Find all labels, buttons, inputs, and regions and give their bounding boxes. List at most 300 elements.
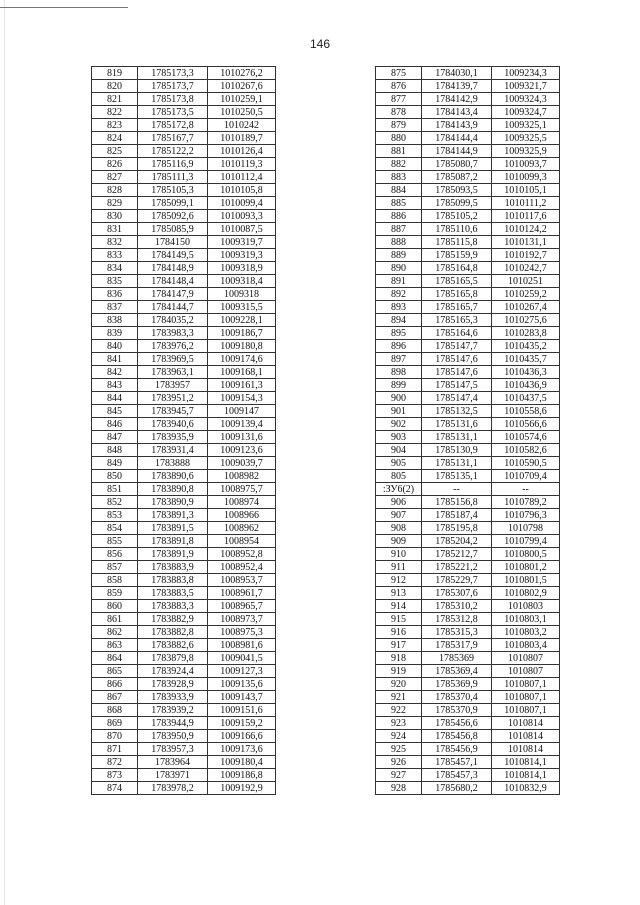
x-coordinate-cell: 1785173,8 — [138, 93, 208, 106]
y-coordinate-cell: 1009151,6 — [208, 704, 276, 717]
table-row — [376, 717, 560, 730]
x-coordinate-cell: 1785172,8 — [138, 119, 208, 132]
y-coordinate-cell: 1010807,1 — [492, 678, 560, 691]
point-number-cell: 888 — [376, 236, 422, 249]
table-row — [376, 314, 560, 327]
table-row — [92, 431, 276, 444]
x-coordinate-cell: 1785135,1 — [422, 470, 492, 483]
x-coordinate-cell: 1785315,3 — [422, 626, 492, 639]
y-coordinate-cell: 1010189,7 — [208, 132, 276, 145]
point-number-cell: 920 — [376, 678, 422, 691]
table-row — [92, 405, 276, 418]
table-row — [376, 93, 560, 106]
y-coordinate-cell: 1008965,7 — [208, 600, 276, 613]
y-coordinate-cell: 1008952,8 — [208, 548, 276, 561]
y-coordinate-cell: 1010099,3 — [492, 171, 560, 184]
table-row — [376, 574, 560, 587]
table-row — [376, 730, 560, 743]
x-coordinate-cell: 1784139,7 — [422, 80, 492, 93]
y-coordinate-cell: 1010832,9 — [492, 782, 560, 795]
x-coordinate-cell: 1784030,1 — [422, 67, 492, 80]
point-number-cell: 868 — [92, 704, 138, 717]
table-row — [92, 613, 276, 626]
x-coordinate-cell: 1785085,9 — [138, 223, 208, 236]
point-number-cell: 821 — [92, 93, 138, 106]
x-coordinate-cell: 1785167,7 — [138, 132, 208, 145]
table-row — [92, 184, 276, 197]
y-coordinate-cell: 1009319,7 — [208, 236, 276, 249]
y-coordinate-cell: 1010800,5 — [492, 548, 560, 561]
point-number-cell: 836 — [92, 288, 138, 301]
table-row — [376, 366, 560, 379]
y-coordinate-cell: 1009318,4 — [208, 275, 276, 288]
table-row — [92, 600, 276, 613]
y-coordinate-cell: 1008961,7 — [208, 587, 276, 600]
point-number-cell: 825 — [92, 145, 138, 158]
y-coordinate-cell: 1010112,4 — [208, 171, 276, 184]
table-row — [376, 613, 560, 626]
table-row — [376, 197, 560, 210]
y-coordinate-cell: 1009041,5 — [208, 652, 276, 665]
y-coordinate-cell: 1010574,6 — [492, 431, 560, 444]
table-row — [376, 418, 560, 431]
point-number-cell: 917 — [376, 639, 422, 652]
x-coordinate-cell: 1783891,8 — [138, 535, 208, 548]
x-coordinate-cell: 1785087,2 — [422, 171, 492, 184]
x-coordinate-cell: 1785173,3 — [138, 67, 208, 80]
table-row — [376, 509, 560, 522]
table-row — [376, 145, 560, 158]
y-coordinate-cell: 1009180,4 — [208, 756, 276, 769]
point-number-cell: 861 — [92, 613, 138, 626]
x-coordinate-cell: 1784150 — [138, 236, 208, 249]
x-coordinate-cell: 1784035,2 — [138, 314, 208, 327]
table-row — [376, 262, 560, 275]
table-row — [92, 665, 276, 678]
point-number-cell: 871 — [92, 743, 138, 756]
table-row — [92, 782, 276, 795]
table-row — [92, 67, 276, 80]
table-row — [92, 444, 276, 457]
table-row — [376, 353, 560, 366]
point-number-cell: 905 — [376, 457, 422, 470]
x-coordinate-cell: 1784148,4 — [138, 275, 208, 288]
point-number-cell: 851 — [92, 483, 138, 496]
table-row — [92, 262, 276, 275]
x-coordinate-cell: 1784144,7 — [138, 301, 208, 314]
table-row — [92, 691, 276, 704]
x-coordinate-cell: 1785132,5 — [422, 405, 492, 418]
y-coordinate-cell: 1010251 — [492, 275, 560, 288]
x-coordinate-cell: 1783957 — [138, 379, 208, 392]
y-coordinate-cell: 1008982 — [208, 470, 276, 483]
point-number-cell: 916 — [376, 626, 422, 639]
y-coordinate-cell: 1009234,3 — [492, 67, 560, 80]
x-coordinate-cell: 1784147,9 — [138, 288, 208, 301]
x-coordinate-cell: 1785080,7 — [422, 158, 492, 171]
x-coordinate-cell: 1785370,4 — [422, 691, 492, 704]
table-row — [92, 548, 276, 561]
point-number-cell: 897 — [376, 353, 422, 366]
table-row — [376, 132, 560, 145]
y-coordinate-cell: 1010250,5 — [208, 106, 276, 119]
y-coordinate-cell: 1010803,1 — [492, 613, 560, 626]
point-number-cell: 840 — [92, 340, 138, 353]
table-row — [376, 444, 560, 457]
x-coordinate-cell: 1783882,6 — [138, 639, 208, 652]
y-coordinate-cell: 1010093,7 — [492, 158, 560, 171]
y-coordinate-cell: 1010801,2 — [492, 561, 560, 574]
point-number-cell: 864 — [92, 652, 138, 665]
x-coordinate-cell: 1783891,5 — [138, 522, 208, 535]
point-number-cell: 875 — [376, 67, 422, 80]
point-number-cell: 820 — [92, 80, 138, 93]
y-coordinate-cell: 1008973,7 — [208, 613, 276, 626]
x-coordinate-cell: 1785165,3 — [422, 314, 492, 327]
y-coordinate-cell: 1010436,9 — [492, 379, 560, 392]
point-number-cell: 855 — [92, 535, 138, 548]
point-number-cell: 899 — [376, 379, 422, 392]
x-coordinate-cell: 1785131,6 — [422, 418, 492, 431]
x-coordinate-cell: 1783944,9 — [138, 717, 208, 730]
x-coordinate-cell: 1785147,7 — [422, 340, 492, 353]
y-coordinate-cell: 1010802,9 — [492, 587, 560, 600]
coordinates-table-body — [376, 67, 560, 795]
point-number-cell: 848 — [92, 444, 138, 457]
table-row — [92, 392, 276, 405]
point-number-cell: 879 — [376, 119, 422, 132]
x-coordinate-cell: 1785092,6 — [138, 210, 208, 223]
y-coordinate-cell: 1008974 — [208, 496, 276, 509]
point-number-cell: 865 — [92, 665, 138, 678]
point-number-cell: 853 — [92, 509, 138, 522]
y-coordinate-cell: 1010436,3 — [492, 366, 560, 379]
x-coordinate-cell: 1785130,9 — [422, 444, 492, 457]
x-coordinate-cell: 1785099,1 — [138, 197, 208, 210]
x-coordinate-cell: 1785105,3 — [138, 184, 208, 197]
point-number-cell: 885 — [376, 197, 422, 210]
y-coordinate-cell: 1008962 — [208, 522, 276, 535]
x-coordinate-cell: 1785370,9 — [422, 704, 492, 717]
y-coordinate-cell: 1009127,3 — [208, 665, 276, 678]
y-coordinate-cell: 1010709,4 — [492, 470, 560, 483]
point-number-cell: 856 — [92, 548, 138, 561]
table-row — [92, 249, 276, 262]
x-coordinate-cell: 1783978,2 — [138, 782, 208, 795]
table-row — [92, 756, 276, 769]
table-row — [376, 639, 560, 652]
x-coordinate-cell: 1783924,4 — [138, 665, 208, 678]
x-coordinate-cell: 1785147,6 — [422, 366, 492, 379]
x-coordinate-cell: 1783882,8 — [138, 626, 208, 639]
x-coordinate-cell: 1785131,1 — [422, 431, 492, 444]
y-coordinate-cell: 1009319,3 — [208, 249, 276, 262]
coordinates-table-left — [91, 66, 276, 795]
y-coordinate-cell: 1010131,1 — [492, 236, 560, 249]
table-row — [376, 288, 560, 301]
header-rule — [0, 7, 128, 8]
point-number-cell: 829 — [92, 197, 138, 210]
table-row — [92, 106, 276, 119]
point-number-cell: 843 — [92, 379, 138, 392]
y-coordinate-cell: 1009318 — [208, 288, 276, 301]
x-coordinate-cell: 1785369,9 — [422, 678, 492, 691]
x-coordinate-cell: 1785173,7 — [138, 80, 208, 93]
point-number-cell: 830 — [92, 210, 138, 223]
table-row — [376, 522, 560, 535]
x-coordinate-cell: 1783882,9 — [138, 613, 208, 626]
table-row — [92, 145, 276, 158]
point-number-cell: 847 — [92, 431, 138, 444]
table-row — [376, 431, 560, 444]
table-row — [92, 119, 276, 132]
point-number-cell: 842 — [92, 366, 138, 379]
x-coordinate-cell: 1784143,9 — [422, 119, 492, 132]
table-row — [376, 210, 560, 223]
table-row — [376, 626, 560, 639]
y-coordinate-cell: 1009315,5 — [208, 301, 276, 314]
x-coordinate-cell: 1783950,9 — [138, 730, 208, 743]
table-row — [92, 743, 276, 756]
table-row — [376, 67, 560, 80]
y-coordinate-cell: 1010814,1 — [492, 769, 560, 782]
coordinates-table-body — [92, 67, 276, 795]
point-number-cell: 907 — [376, 509, 422, 522]
y-coordinate-cell: 1009139,4 — [208, 418, 276, 431]
point-number-cell: 883 — [376, 171, 422, 184]
y-coordinate-cell: 1010801,5 — [492, 574, 560, 587]
x-coordinate-cell: 1783890,8 — [138, 483, 208, 496]
point-number-cell: 880 — [376, 132, 422, 145]
point-number-cell: 877 — [376, 93, 422, 106]
point-number-cell: 894 — [376, 314, 422, 327]
y-coordinate-cell: 1008975,7 — [208, 483, 276, 496]
table-row — [376, 600, 560, 613]
x-coordinate-cell: 1783983,3 — [138, 327, 208, 340]
table-row — [376, 405, 560, 418]
point-number-cell: 928 — [376, 782, 422, 795]
y-coordinate-cell: 1010192,7 — [492, 249, 560, 262]
point-number-cell: 906 — [376, 496, 422, 509]
y-coordinate-cell: 1009321,7 — [492, 80, 560, 93]
x-coordinate-cell: 1785369,4 — [422, 665, 492, 678]
point-number-cell: 827 — [92, 171, 138, 184]
point-number-cell: 893 — [376, 301, 422, 314]
point-number-cell: 826 — [92, 158, 138, 171]
y-coordinate-cell: 1008966 — [208, 509, 276, 522]
x-coordinate-cell: 1783891,3 — [138, 509, 208, 522]
point-number-cell: 867 — [92, 691, 138, 704]
table-row — [92, 366, 276, 379]
table-row — [376, 665, 560, 678]
y-coordinate-cell: 1010814,1 — [492, 756, 560, 769]
y-coordinate-cell: 1010566,6 — [492, 418, 560, 431]
y-coordinate-cell: 1010803 — [492, 600, 560, 613]
point-number-cell: 915 — [376, 613, 422, 626]
point-number-cell: 923 — [376, 717, 422, 730]
y-coordinate-cell: 1010803,4 — [492, 639, 560, 652]
point-number-cell: 882 — [376, 158, 422, 171]
y-coordinate-cell: 1009325,5 — [492, 132, 560, 145]
y-coordinate-cell: 1009228,1 — [208, 314, 276, 327]
x-coordinate-cell: 1785164,8 — [422, 262, 492, 275]
point-number-cell: 833 — [92, 249, 138, 262]
x-coordinate-cell: 1785457,1 — [422, 756, 492, 769]
x-coordinate-cell: 1783883,8 — [138, 574, 208, 587]
y-coordinate-cell: 1010796,3 — [492, 509, 560, 522]
point-number-cell: 895 — [376, 327, 422, 340]
table-row — [376, 587, 560, 600]
y-coordinate-cell: 1010807,1 — [492, 691, 560, 704]
table-row — [376, 470, 560, 483]
point-number-cell: 912 — [376, 574, 422, 587]
table-row — [92, 418, 276, 431]
point-number-cell: 819 — [92, 67, 138, 80]
table-row — [92, 522, 276, 535]
table-row — [92, 587, 276, 600]
y-coordinate-cell: 1010798 — [492, 522, 560, 535]
x-coordinate-cell: 1785229,7 — [422, 574, 492, 587]
y-coordinate-cell: 1010807 — [492, 665, 560, 678]
point-number-cell: 876 — [376, 80, 422, 93]
x-coordinate-cell: 1783890,6 — [138, 470, 208, 483]
y-coordinate-cell: 1010437,5 — [492, 392, 560, 405]
point-number-cell: 846 — [92, 418, 138, 431]
table-row — [92, 626, 276, 639]
point-number-cell: 850 — [92, 470, 138, 483]
table-row — [376, 691, 560, 704]
x-coordinate-cell: -- — [422, 483, 492, 496]
table-row — [376, 236, 560, 249]
x-coordinate-cell: 1785093,5 — [422, 184, 492, 197]
y-coordinate-cell: 1009180,8 — [208, 340, 276, 353]
point-number-cell: 902 — [376, 418, 422, 431]
x-coordinate-cell: 1785147,5 — [422, 379, 492, 392]
x-coordinate-cell: 1785111,3 — [138, 171, 208, 184]
x-coordinate-cell: 1785110,6 — [422, 223, 492, 236]
point-number-cell: 839 — [92, 327, 138, 340]
point-number-cell: 845 — [92, 405, 138, 418]
x-coordinate-cell: 1783879,8 — [138, 652, 208, 665]
x-coordinate-cell: 1785187,4 — [422, 509, 492, 522]
y-coordinate-cell: 1010087,5 — [208, 223, 276, 236]
table-row — [92, 158, 276, 171]
point-number-cell: 901 — [376, 405, 422, 418]
y-coordinate-cell: 1008953,7 — [208, 574, 276, 587]
y-coordinate-cell: 1008952,4 — [208, 561, 276, 574]
point-number-cell: 881 — [376, 145, 422, 158]
x-coordinate-cell: 1783931,4 — [138, 444, 208, 457]
y-coordinate-cell: 1009143,7 — [208, 691, 276, 704]
point-number-cell: 926 — [376, 756, 422, 769]
x-coordinate-cell: 1785456,8 — [422, 730, 492, 743]
point-number-cell: 921 — [376, 691, 422, 704]
table-row — [92, 717, 276, 730]
point-number-cell: 898 — [376, 366, 422, 379]
table-row — [376, 158, 560, 171]
table-row — [92, 535, 276, 548]
table-row — [376, 678, 560, 691]
point-number-cell: 927 — [376, 769, 422, 782]
point-number-cell: 887 — [376, 223, 422, 236]
y-coordinate-cell: 1010124,2 — [492, 223, 560, 236]
y-coordinate-cell: 1010242,7 — [492, 262, 560, 275]
table-row — [376, 184, 560, 197]
y-coordinate-cell: 1009192,9 — [208, 782, 276, 795]
table-row — [92, 652, 276, 665]
table-row — [92, 496, 276, 509]
table-row — [92, 197, 276, 210]
point-number-cell: 831 — [92, 223, 138, 236]
point-number-cell: 857 — [92, 561, 138, 574]
table-row — [92, 769, 276, 782]
x-coordinate-cell: 1783891,9 — [138, 548, 208, 561]
x-coordinate-cell: 1784142,9 — [422, 93, 492, 106]
table-row — [376, 249, 560, 262]
point-number-cell: 858 — [92, 574, 138, 587]
point-number-cell: 896 — [376, 340, 422, 353]
y-coordinate-cell: 1009173,6 — [208, 743, 276, 756]
point-number-cell: 824 — [92, 132, 138, 145]
y-coordinate-cell: 1010558,6 — [492, 405, 560, 418]
point-number-cell: 870 — [92, 730, 138, 743]
table-row — [92, 301, 276, 314]
table-row — [92, 223, 276, 236]
y-coordinate-cell: 1010267,6 — [208, 80, 276, 93]
x-coordinate-cell: 1783890,9 — [138, 496, 208, 509]
y-coordinate-cell: 1009135,6 — [208, 678, 276, 691]
y-coordinate-cell: 1010119,3 — [208, 158, 276, 171]
y-coordinate-cell: 1009123,6 — [208, 444, 276, 457]
point-number-cell: 903 — [376, 431, 422, 444]
point-number-cell: 873 — [92, 769, 138, 782]
y-coordinate-cell: 1010814 — [492, 730, 560, 743]
x-coordinate-cell: 1783883,9 — [138, 561, 208, 574]
x-coordinate-cell: 1785122,2 — [138, 145, 208, 158]
y-coordinate-cell: 1010814 — [492, 717, 560, 730]
table-row — [92, 80, 276, 93]
x-coordinate-cell: 1785212,7 — [422, 548, 492, 561]
x-coordinate-cell: 1785204,2 — [422, 535, 492, 548]
x-coordinate-cell: 1783963,1 — [138, 366, 208, 379]
x-coordinate-cell: 1785456,9 — [422, 743, 492, 756]
table-row — [92, 704, 276, 717]
table-row — [376, 782, 560, 795]
y-coordinate-cell: 1010435,7 — [492, 353, 560, 366]
table-row — [92, 275, 276, 288]
x-coordinate-cell: 1785159,9 — [422, 249, 492, 262]
coordinates-table-right — [375, 66, 560, 795]
table-row — [92, 340, 276, 353]
table-row — [376, 223, 560, 236]
point-number-cell: 910 — [376, 548, 422, 561]
x-coordinate-cell: 1784144,9 — [422, 145, 492, 158]
point-number-cell: 913 — [376, 587, 422, 600]
table-row — [92, 574, 276, 587]
y-coordinate-cell: 1009131,6 — [208, 431, 276, 444]
y-coordinate-cell: 1010799,4 — [492, 535, 560, 548]
point-number-cell: 904 — [376, 444, 422, 457]
point-number-cell: 911 — [376, 561, 422, 574]
table-row — [92, 171, 276, 184]
y-coordinate-cell: 1009168,1 — [208, 366, 276, 379]
point-number-cell: 890 — [376, 262, 422, 275]
x-coordinate-cell: 1785165,8 — [422, 288, 492, 301]
point-number-cell: 922 — [376, 704, 422, 717]
y-coordinate-cell: 1010259,2 — [492, 288, 560, 301]
y-coordinate-cell: 1010803,2 — [492, 626, 560, 639]
x-coordinate-cell: 1783935,9 — [138, 431, 208, 444]
